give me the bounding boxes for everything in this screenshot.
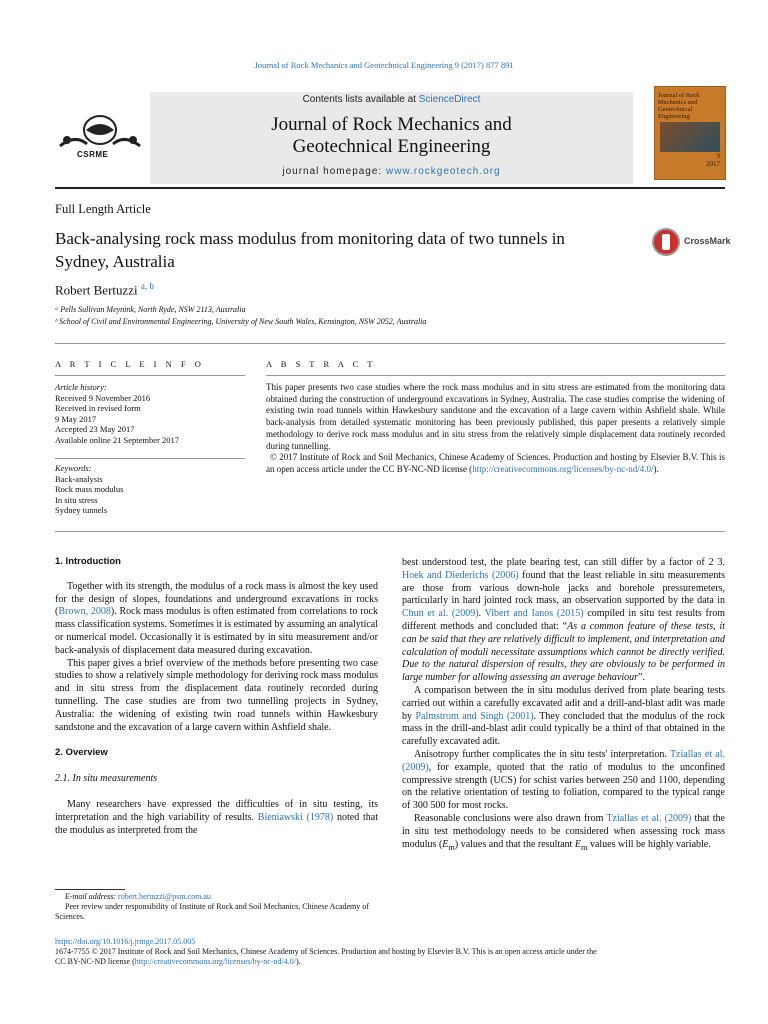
- journal-cover-image[interactable]: [654, 86, 726, 180]
- cover-title: Journal of Rock Mechanics and Geotechnical Engineering: [658, 92, 700, 120]
- journal-title-line1: Journal of Rock Mechanics and: [271, 114, 512, 135]
- doi-link[interactable]: https://doi.org/10.1016/j.jrmge.2017.05.005: [55, 937, 196, 946]
- ref-link[interactable]: Hoek and Diederichs (2006): [402, 569, 519, 581]
- footer-license: CC BY-NC-ND license (http://creativecommons.org/licenses/by-nc-nd/4.0/).: [55, 957, 301, 966]
- history-label: Article history:: [55, 382, 107, 392]
- homepage-prefix: journal homepage:: [282, 166, 386, 177]
- left-column: [55, 556, 378, 837]
- license-link-2[interactable]: licenses/by-nc-nd/4.0/: [573, 463, 654, 474]
- sciencedirect-link[interactable]: ScienceDirect: [418, 94, 481, 105]
- section-heading-introduction: 1. Introduction: [55, 556, 121, 567]
- contents-line: [150, 94, 633, 105]
- divider-top: [55, 343, 725, 344]
- abstract-text: This paper presents two case studies where the rock mass modulus and in situ stress are estimated from the monitoring data obtained during the construction of underground excavations in Sydney, Australia. The case studies comprise the widening of existing twin road tunnels within Hawkesbury sandstone and the excavation of a large cavern within Ashfield shale. While back-analysis from detailed systematic monitoring has been previously published, this paper presents a relatively simple methodology to derive rock mass modulus and in situ stress from the relatively simple displacement data routinely recorded during tunnelling.: [266, 382, 725, 451]
- author-line: [55, 281, 154, 298]
- footnotes: [55, 892, 385, 922]
- paper-title: Back-analysing rock mass modulus from monitoring data of two tunnels in Sydney, Australia: [55, 229, 565, 271]
- section-heading-overview: 2. Overview: [55, 747, 108, 759]
- ref-link[interactable]: Vibert and Ianos (2015): [484, 608, 584, 620]
- abstract-copyright: © 2017 Institute of Rock and Soil Mechanics, Chinese Academy of Sciences. Production and hosting by Elsevier B.V. This is an open access article under the CC BY-NC-ND license (http://creativecommons.org/licenses/by-nc-nd/4.0/).: [266, 452, 725, 474]
- author-name[interactable]: Robert Bertuzzi: [55, 282, 138, 298]
- article-type: Full Length Article: [55, 202, 151, 216]
- crossmark-label: CrossMark: [684, 236, 731, 246]
- footer-copyright: 1674-7755 © 2017 Institute of Rock and Soil Mechanics, Chinese Academy of Sciences. Production and hosting by Elsevier B.V. This is an open access article under the: [55, 947, 597, 956]
- journal-title-line2: Geotechnical Engineering: [292, 136, 491, 157]
- divider-body: [55, 531, 725, 532]
- paragraph: This paper gives a brief overview of the methods before presenting two case studies to show a relatively simple methodology for deriving rock mass modulus and in situ stress from the displacement data routinely recorded during tunnelling. The case studies are from two tunnelling projects in Sydney, Australia: the widening of existing twin road tunnels within Hawkesbury sandstone and the excavation of a large cavern within Ashfield shale.: [55, 657, 379, 733]
- ref-link[interactable]: Tziallas et al. (2009): [402, 748, 725, 773]
- csrme-logo: [55, 110, 145, 162]
- right-column: [402, 557, 725, 854]
- paragraph: Many researchers have expressed the difficulties of in situ testing, its interpretation and the high variability of results. Bieniawski (1978) noted that the modulus as interpreted from the: [55, 798, 379, 836]
- ref-link[interactable]: Palmstrom and Singh (2001): [415, 710, 534, 722]
- author-affiliation-marks[interactable]: a, b: [140, 281, 154, 291]
- keyword: Back-analysis: [55, 473, 103, 484]
- contents-prefix: Contents lists available at: [302, 94, 419, 105]
- page-footer: [55, 937, 725, 967]
- journal-title: [150, 114, 633, 158]
- keyword: Sydney tunnels: [55, 505, 108, 515]
- article-history: [55, 382, 245, 445]
- paragraph: Anisotropy further complicates the in situ tests' interpretation. Tziallas et al. (2009), for example, quoted that the ratio of modulus to the unconfined compressive strength (UCS) for schist varies between 250 and 1100, depending on the relative orientation of testing to foliation, compared to the typical range of 300 500 for most rocks.: [402, 748, 725, 812]
- ref-link[interactable]: Tziallas et al. (2009): [606, 812, 692, 824]
- paragraph: Reasonable conclusions were also drawn from Tziallas et al. (2009) that the in situ test methodology needs to be considered when assessing rock mass modulus $(E_m)$ values and that the resultant $E_m$ values will be highly variable.: [402, 812, 725, 852]
- affiliation-b: ᵇ School of Civil and Environmental Engineering, University of New South Wales, Kensington, NSW 2052, Australia: [55, 317, 427, 326]
- keywords: [55, 463, 245, 516]
- footer-license-link[interactable]: http://creativecommons.org/licenses/by-nc-nd/4.0/: [134, 957, 296, 966]
- keywords-rule: [55, 458, 245, 459]
- keyword: In situ stress: [55, 494, 98, 505]
- journal-banner: [150, 92, 633, 184]
- homepage-link[interactable]: www.rockgeotech.org: [386, 166, 501, 177]
- abstract-heading: A B S T R A C T: [266, 359, 376, 369]
- history-item: 9 May 2017: [55, 413, 97, 424]
- history-item: Accepted 23 May 2017: [55, 424, 135, 434]
- keywords-label: Keywords:: [55, 463, 92, 473]
- cover-volume: 9 2017: [706, 152, 720, 168]
- journal-citation[interactable]: Journal of Rock Mechanics and Geotechnical Engineering 9 (2017) 877 891: [254, 60, 514, 70]
- history-item: Available online 21 September 2017: [55, 434, 180, 445]
- abstract-rule: [266, 375, 725, 376]
- ref-link[interactable]: Bieniawski (1978): [257, 811, 334, 823]
- affiliation-a: ᵃ Pells Sullivan Meynink, North Ryde, NSW 2113, Australia: [55, 305, 246, 314]
- article-info-heading: A R T I C L E I N F O: [55, 359, 205, 369]
- subsection-heading-insitu: 2.1. In situ measurements: [55, 773, 158, 785]
- footnote-rule: [55, 889, 125, 890]
- license-link-1[interactable]: http://creativecommons.org/: [472, 463, 574, 474]
- paragraph: Together with its strength, the modulus of a rock mass is almost the key used for the design of slopes, foundations and underground excavations in rocks (Brown, 2008). Rock mass modulus is often estimated from correlations to rock mass classification systems. Sometimes it is estimated by assuming an analytical or numerical model. Occasionally it is estimated by in situ measurement and/or back-analysis of displacement data measured during excavation.: [55, 580, 379, 656]
- info-rule: [55, 375, 245, 376]
- ref-link[interactable]: Chun et al. (2009): [402, 608, 479, 620]
- abstract: [266, 382, 725, 476]
- crossmark-icon: [652, 228, 680, 256]
- crossmark-button[interactable]: [650, 228, 730, 262]
- email-link[interactable]: robert.bertuzzi@psm.com.au: [118, 892, 211, 901]
- cover-picture: [660, 122, 720, 152]
- ref-link[interactable]: Brown, 2008: [58, 606, 111, 618]
- keyword: Rock mass modulus: [55, 484, 124, 494]
- peer-review-footnote: Peer review under responsibility of Institute of Rock and Soil Mechanics, Chinese Academy of Sciences.: [55, 902, 369, 921]
- email-footnote: E-mail address: robert.bertuzzi@psm.com.au: [65, 892, 211, 901]
- logo-text: CSRME: [77, 150, 109, 159]
- header-divider: [55, 187, 725, 189]
- history-item: Received 9 November 2016: [55, 392, 151, 403]
- paragraph: best understood test, the plate bearing test, can still differ by a factor of 2 3. Hoek and Diederichs (2006) found that the least reliable in situ measurements are those from various down-hole jacks and borehole pressuremeters, particularly in hard jointed rock mass, an observation supported by the data in Chun et al. (2009). Vibert and Ianos (2015) compiled in situ test results from different methods and concluded that: “As a common feature of these tests, it can be said that they are relatively difficult to implement, and interpretation and calculation of moduli necessitate assumptions which cannot be directly verified. Due to the natural dispersion of results, they are obviously to be performed in large number for allowing assessing an average behaviour”.: [402, 557, 726, 684]
- journal-homepage: [150, 166, 633, 177]
- paragraph: A comparison between the in situ modulus derived from plate bearing tests carried out within a carefully excavated adit and a drill-and-blast adit was made by Palmstrom and Singh (2001). They concluded that the modulus of the rock mass in the drill-and-blast adit could typically be a third of that obtained in the carefully excavated adit.: [402, 684, 726, 748]
- history-item: Received in revised form: [55, 403, 141, 413]
